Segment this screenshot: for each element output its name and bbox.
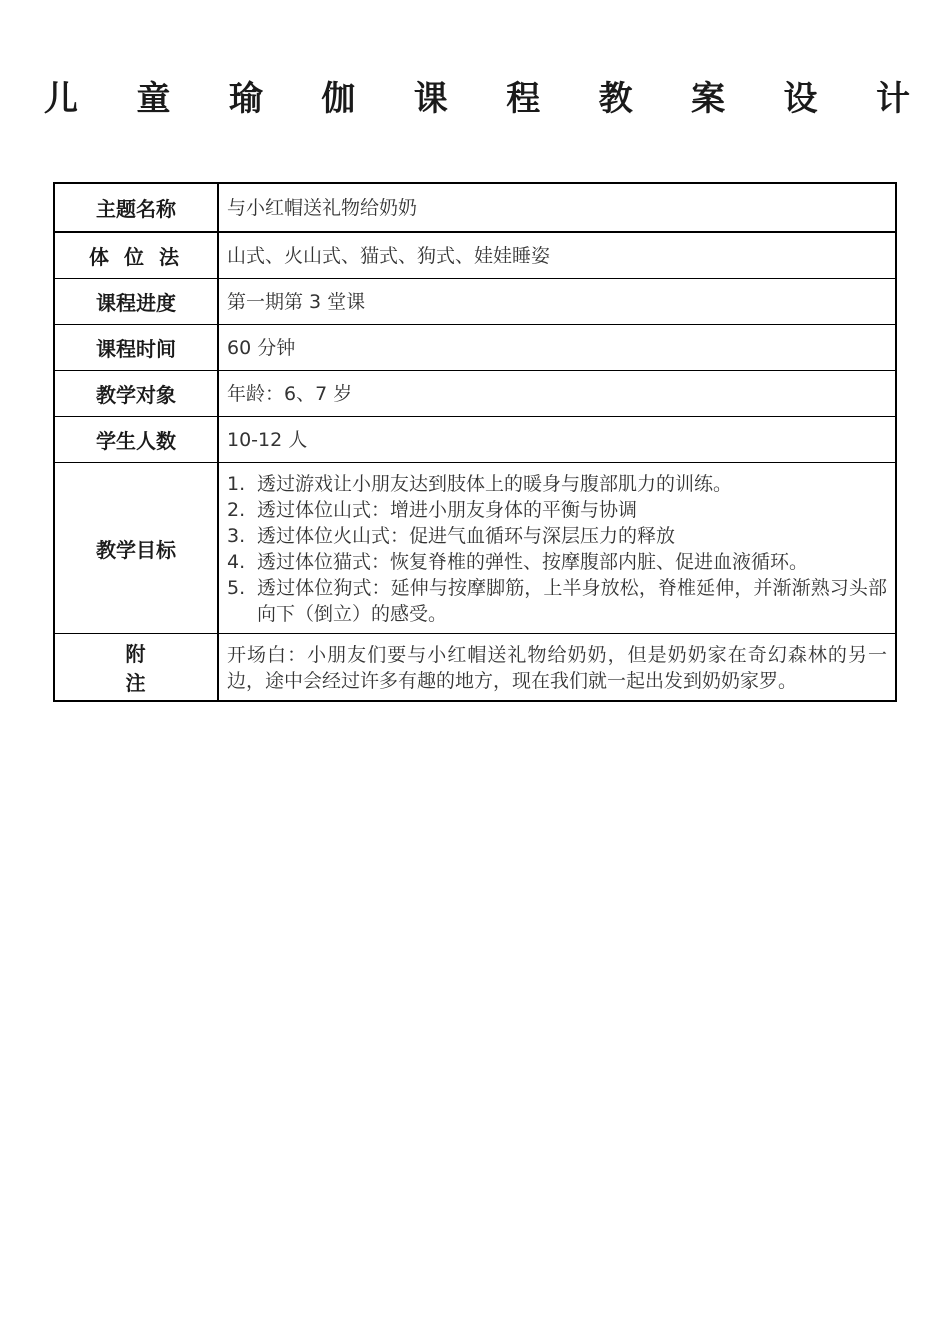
goal-text: 透过体位山式：增进小朋友身体的平衡与协调 (257, 499, 638, 521)
table-row (54, 417, 896, 463)
row-label-duration: 课程时间 (54, 325, 218, 371)
goal-number: 4. (227, 551, 246, 573)
row-label-audience: 教学对象 (54, 371, 218, 417)
list-item (227, 575, 887, 627)
row-value-note (218, 634, 896, 702)
goal-text: 透过游戏让小朋友达到肢体上的暖身与腹部肌力的训练。 (257, 473, 733, 495)
lesson-plan-table (53, 182, 897, 702)
title-char: 设 (783, 79, 818, 119)
title-char: 瑜 (228, 79, 263, 119)
title-char: 计 (875, 79, 910, 119)
title-char: 儿 (44, 79, 78, 119)
title-char: 童 (136, 79, 171, 119)
goal-number: 2. (227, 499, 246, 521)
list-item (227, 471, 887, 497)
list-item (227, 497, 887, 523)
table-row (54, 371, 896, 417)
table-row (54, 463, 896, 634)
list-item (227, 549, 887, 575)
table-row (54, 232, 896, 279)
row-label-note: 附 注 (54, 634, 218, 702)
title-char: 教 (598, 79, 633, 119)
row-value-student-count: 10-12 人 (218, 417, 896, 463)
title-char: 案 (691, 79, 726, 119)
goals-list (227, 463, 887, 633)
table-row (54, 183, 896, 232)
title-char: 程 (506, 79, 541, 119)
table-row (54, 325, 896, 371)
note-text: 开场白：小朋友们要与小红帽送礼物给奶奶，但是奶奶家在奇幻森林的另一边，途中会经过许多有趣的地方，现在我们就一起出发到奶奶家罗。 (227, 644, 887, 692)
row-label-goals: 教学目标 (54, 463, 218, 634)
row-value-audience: 年龄：6、7 岁 (218, 371, 896, 417)
goal-number: 1. (227, 473, 246, 495)
page-title (44, 76, 910, 122)
goal-number: 3. (227, 525, 246, 547)
row-value-topic: 与小红帽送礼物给奶奶 (218, 183, 896, 232)
row-label-student-count: 学生人数 (54, 417, 218, 463)
goal-number: 5. (227, 577, 246, 599)
row-label-progress: 课程进度 (54, 279, 218, 325)
table-row (54, 279, 896, 325)
list-item (227, 523, 887, 549)
goal-text: 透过体位猫式：恢复脊椎的弹性、按摩腹部内脏、促进血液循环。 (257, 551, 809, 573)
title-char: 课 (413, 79, 448, 119)
row-value-poses: 山式、火山式、猫式、狗式、娃娃睡姿 (218, 232, 896, 279)
goal-text: 透过体位火山式：促进气血循环与深层压力的释放 (257, 525, 676, 547)
row-value-progress: 第一期第 3 堂课 (218, 279, 896, 325)
row-value-duration: 60 分钟 (218, 325, 896, 371)
goal-text: 透过体位狗式：延伸与按摩脚筋，上半身放松，脊椎延伸，并渐渐熟习头部向下（倒立）的感受。 (257, 577, 887, 625)
table-row (54, 634, 896, 702)
row-value-goals (218, 463, 896, 634)
row-label-topic: 主题名称 (54, 183, 218, 232)
title-char: 伽 (321, 79, 356, 119)
row-label-poses: 体 位 法 (54, 232, 218, 279)
